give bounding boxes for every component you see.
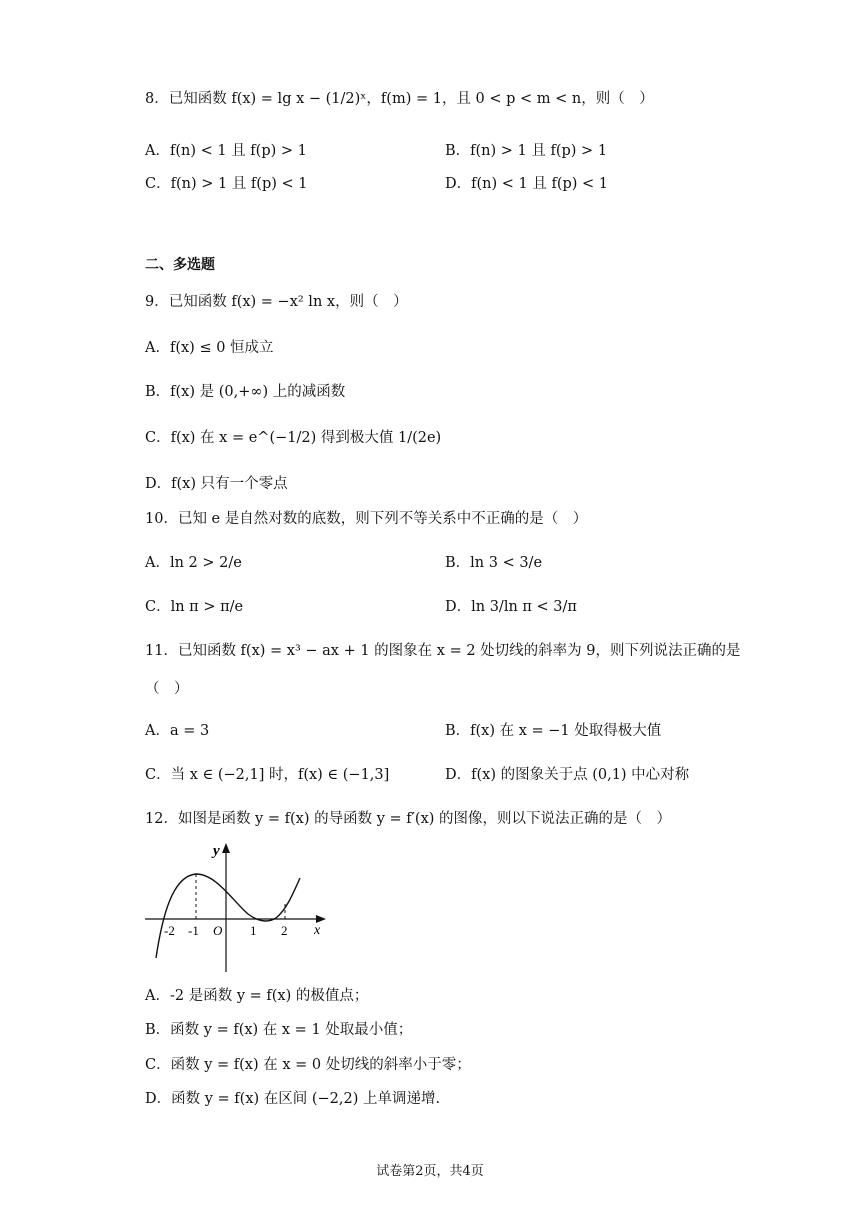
x-axis-label: x (314, 923, 321, 938)
x-axis-arrow-icon (316, 915, 326, 923)
question-10-stem: 10．已知 e 是自然对数的底数，则下列不等关系中不正确的是（ ） (145, 511, 588, 527)
y-axis-label: y (213, 843, 220, 859)
derivative-curve (156, 874, 300, 958)
q9-option-b: B．f(x) 是 (0,+∞) 上的减函数 (145, 384, 346, 400)
q12-option-d: D．函数 y = f(x) 在区间 (−2,2) 上单调递增. (145, 1091, 441, 1107)
y-axis-arrow-icon (222, 843, 230, 853)
q11-option-a: A．a = 3 (145, 723, 210, 739)
tick-label-2: 2 (281, 923, 288, 938)
question-8-stem: 8．已知函数 f(x) = lg x − (1/2)ˣ，f(m) = 1，且 0 < p < m < n，则（ ） (145, 91, 654, 107)
question-11-stem: 11．已知函数 f(x) = x³ − ax + 1 的图象在 x = 2 处切线的斜率为 9，则下列说法正确的是 (145, 643, 741, 659)
q9-option-c: C．f(x) 在 x = e^(−1/2) 得到极大值 1/(2e) (145, 430, 442, 446)
derivative-graph (140, 838, 340, 976)
tick-label-minus-1: -1 (188, 923, 199, 938)
q9-option-a: A．f(x) ≤ 0 恒成立 (145, 340, 274, 356)
section-heading: 二、多选题 (145, 257, 215, 273)
q10-option-b: B．ln 3 < 3/e (445, 555, 543, 571)
q12-option-b: B．函数 y = f(x) 在 x = 1 处取最小值； (145, 1022, 413, 1038)
origin-label: O (213, 923, 223, 938)
q8-option-c: C．f(n) > 1 且 f(p) < 1 (145, 176, 308, 192)
q10-option-a: A．ln 2 > 2/e (145, 555, 242, 571)
q11-option-d: D．f(x) 的图象关于点 (0,1) 中心对称 (445, 767, 690, 783)
q12-option-c: C．函数 y = f(x) 在 x = 0 处切线的斜率小于零； (145, 1057, 471, 1073)
q8-option-b: B．f(n) > 1 且 f(p) > 1 (445, 143, 608, 159)
question-11-stem-cont: （ ） (145, 681, 189, 697)
q8-option-d: D．f(n) < 1 且 f(p) < 1 (445, 176, 609, 192)
page-footer: 试卷第2页，共4页 (376, 1164, 484, 1179)
q12-option-a: A．-2 是函数 y = f(x) 的极值点； (145, 988, 369, 1004)
question-12-stem: 12．如图是函数 y = f(x) 的导函数 y = f′(x) 的图像，则以下说法正确的是（ ） (145, 811, 672, 827)
question-9-stem: 9．已知函数 f(x) = −x² ln x，则（ ） (145, 294, 408, 310)
q9-option-d: D．f(x) 只有一个零点 (145, 476, 288, 492)
q10-option-d: D．ln 3/ln π < 3/π (445, 599, 577, 615)
q11-option-c: C．当 x ∈ (−2,1] 时，f(x) ∈ (−1,3] (145, 767, 390, 783)
tick-label-minus-2: -2 (164, 923, 175, 938)
tick-label-1: 1 (250, 923, 257, 938)
q11-option-b: B．f(x) 在 x = −1 处取得极大值 (445, 723, 662, 739)
q8-option-a: A．f(n) < 1 且 f(p) > 1 (145, 143, 307, 159)
q10-option-c: C．ln π > π/e (145, 599, 244, 615)
